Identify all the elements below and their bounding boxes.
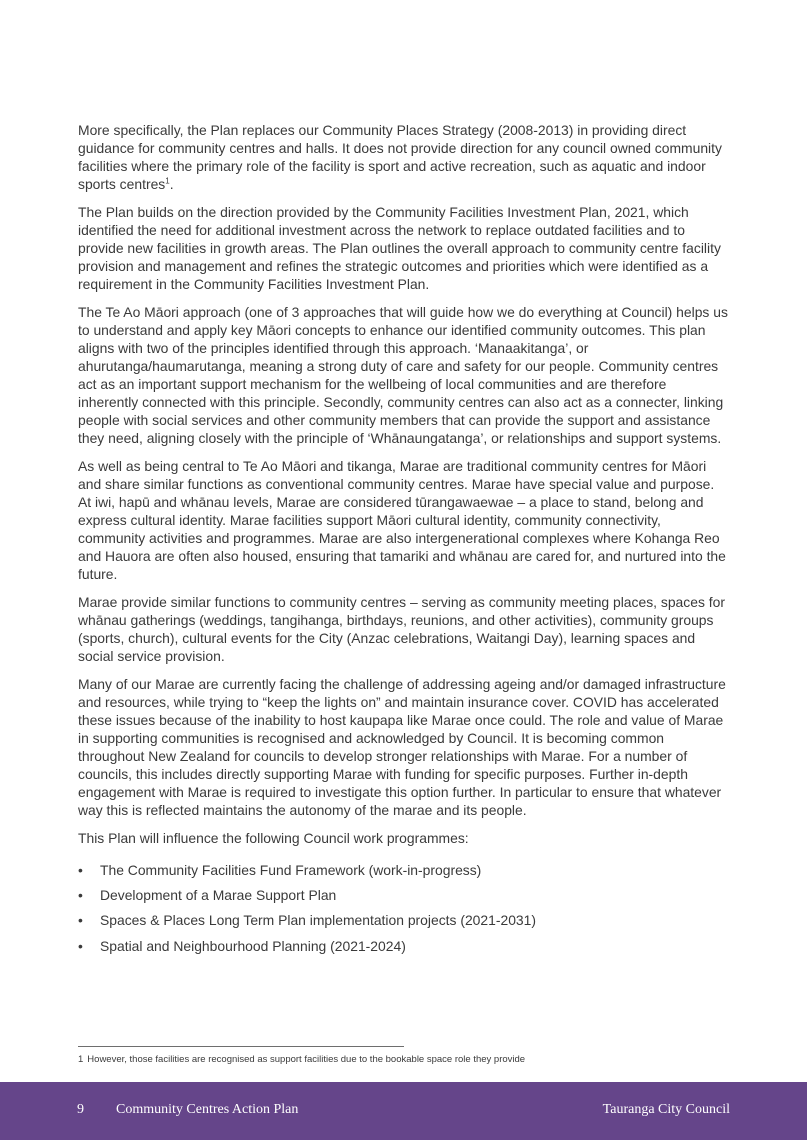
paragraph-te-ao-maori: The Te Ao Māori approach (one of 3 approaches that will guide how we do everything at Council) helps us to understand and apply key Māori concepts to enhance our identified community outcomes. This plan aligns with two of the principles identified through this approach. ‘Manaakitanga’, or ahurutanga/haumarutanga, meaning a strong duty of care and safety for our people. Community centres act as an important support mechanism for the wellbeing of local communities and are therefore inherently connected with this principle. Secondly, community centres can also act as a connecter, linking people with social services and other community members that can provide the support and assistance they need, aligning closely with the principle of ‘Whānaungatanga’, or relationships and support systems. [78,304,728,446]
paragraph-work-programmes-intro: This Plan will influence the following Council work programmes: [78,830,469,846]
list-item-text: The Community Facilities Fund Framework (work-in-progress) [100,862,482,878]
paragraph-marae-functions: Marae provide similar functions to community centres – serving as community meeting places, spaces for whānau gatherings (weddings, tangihanga, birthdays, reunions, and other activities), community groups (sports, church), cultural events for the City (Anzac celebrations, Waitangi Day), learning spaces and social service provision. [78,594,725,664]
paragraph-tail: . [169,176,174,192]
footnote-marker: 1 [78,1054,84,1065]
page-footer [0,1082,807,1140]
footnote-divider [78,1046,404,1047]
list-item [78,886,730,904]
paragraph-marae-challenges: Many of our Marae are currently facing the challenge of addressing ageing and/or damaged infrastructure and resources, while trying to “keep the lights on” and maintain insurance cover. COVID has accelerated these issues because of the inability to host kaupapa like Marae once could. The role and value of Marae in supporting communities is recognised and acknowledged by Council. It is becoming common throughout New Zealand for councils to develop stronger relationships with Marae. For a number of councils, this includes directly supporting Marae with funding for specific purposes. Further in-depth engagement with Marae is required to investigate this option further. In particular to ensure that whatever way this is reflected maintains the autonomy of the marae and its people. [78,676,726,818]
bullet-marker: • [78,912,83,929]
page-number: 9 [77,1102,84,1117]
list-item-text: Development of a Marae Support Plan [100,887,337,904]
list-item [78,861,730,879]
paragraph-scope [78,121,730,193]
list-item [78,911,730,929]
list-item-text: Spatial and Neighbourhood Planning (2021-2024) [100,937,406,954]
list-item-text: Spaces & Places Long Term Plan implementation projects (2021-2031) [100,912,536,929]
bullet-marker: • [78,887,83,904]
footnote-reference[interactable]: 1 [165,176,170,186]
document-body [78,121,730,962]
footnote-text: However, those facilities are recognised as support facilities due to the bookable space role they provide [87,1054,526,1065]
document-title: Community Centres Action Plan [116,1102,299,1117]
organisation-name: Tauranga City Council [602,1102,730,1117]
work-programmes-list [78,861,730,955]
footnote [78,1053,525,1066]
bullet-marker: • [78,937,83,954]
list-item [78,937,730,955]
paragraph-investment-plan: The Plan builds on the direction provided by the Community Facilities Investment Plan, 2021, which identified the need for additional investment across the network to replace outdated facilities and to provide new facilities in growth areas. The Plan outlines the overall approach to community centre facility provision and management and refines the strategic outcomes and priorities which were identified as a requirement in the Community Facilities Investment Plan. [78,204,721,292]
paragraph-text: More specifically, the Plan replaces our Community Places Strategy (2008-2013) in providing direct guidance for community centres and halls. It does not provide direction for any council owned community facilities where the primary role of the facility is sport and active recreation, such as aquatic and indoor sports centres [78,122,722,192]
paragraph-marae-traditional: As well as being central to Te Ao Māori and tikanga, Marae are traditional community centres for Māori and share similar functions as conventional community centres. Marae have special value and purpose. At iwi, hapū and whānau levels, Marae are considered tūrangawaewae – a place to stand, belong and express cultural identity. Marae facilities support Māori cultural identity, community connectivity, community activities and programmes. Marae are also intergenerational complexes where Kohanga Reo and Hauora are often also housed, ensuring that tamariki and whānau are cared for, and nurtured into the future. [78,458,726,582]
bullet-marker: • [78,862,83,878]
